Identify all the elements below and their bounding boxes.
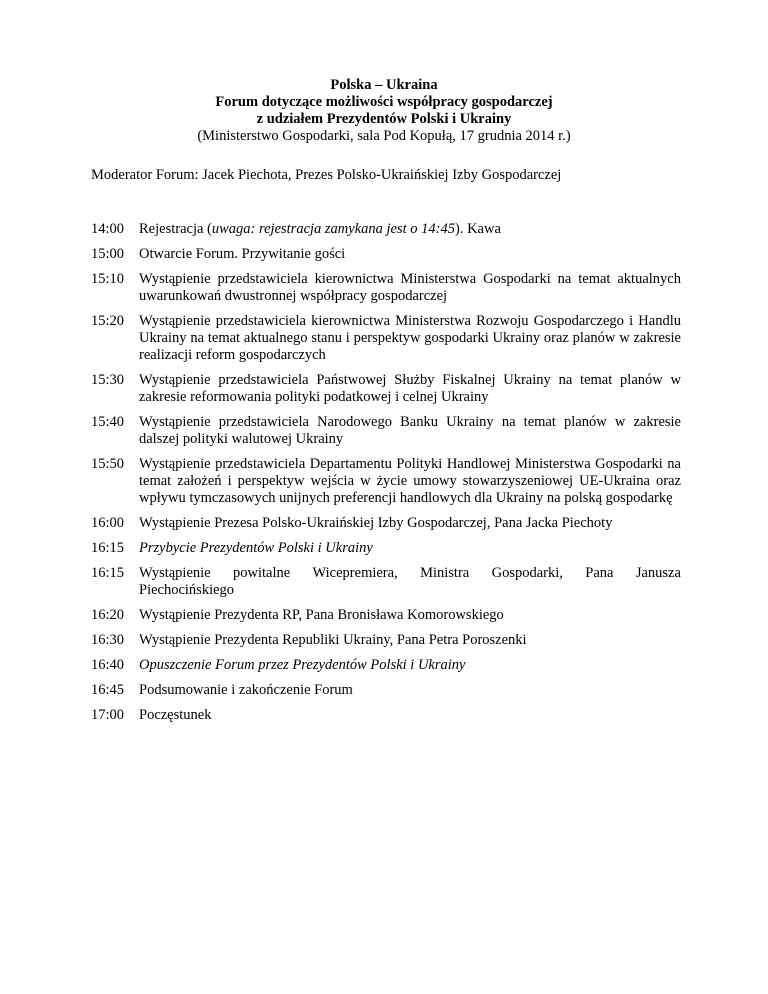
agenda-description: Podsumowanie i zakończenie Forum (139, 682, 353, 698)
agenda-item (91, 313, 681, 364)
document-header (0, 77, 768, 145)
agenda-time: 15:10 (91, 271, 125, 287)
agenda-description: Rejestracja (uwaga: rejestracja zamykana jest o 14:45). Kawa (139, 221, 501, 237)
agenda-item (91, 540, 681, 557)
agenda-item (91, 565, 681, 599)
agenda-description: Wystąpienie przedstawiciela Państwowej Służby Fiskalnej Ukrainy na temat planów w zakresie reformowania polityki podatkowej i celnej Ukrainy (139, 372, 681, 405)
agenda-item (91, 221, 681, 238)
agenda-time: 15:30 (91, 372, 125, 388)
agenda-description-line: Wystąpienie powitalne Wicepremiera, Ministra Gospodarki, Pana Janusza (139, 565, 681, 581)
header-subtitle: Forum dotyczące możliwości współpracy gospodarczej (215, 94, 553, 110)
agenda-description: Wystąpienie przedstawiciela Departamentu Polityki Handlowej Ministerstwa Gospodarki na temat założeń i perspektyw wejścia w życie umowy stowarzyszeniowej UE-Ukraina oraz wpływu tymczasowych unijnych preferencji handlowych dla Ukrainy na polską gospodarkę (139, 456, 681, 506)
agenda-description: Wystąpienie przedstawiciela kierownictwa Ministerstwa Rozwoju Gospodarczego i Handlu Ukrainy na temat aktualnego stanu i perspektyw gospodarki Ukrainy oraz planów w zakresie realizacji reform gospodarczych (139, 313, 681, 363)
agenda-description: Wystąpienie przedstawiciela Narodowego Banku Ukrainy na temat planów w zakresie dalszej polityki walutowej Ukrainy (139, 414, 681, 447)
agenda-list (91, 221, 681, 732)
header-subtitle-2: z udziałem Prezydentów Polski i Ukrainy (256, 111, 512, 127)
header-title: Polska – Ukraina (330, 77, 438, 93)
agenda-item (91, 372, 681, 406)
agenda-note: uwaga: rejestracja zamykana jest o 14:45 (211, 221, 455, 237)
agenda-item (91, 414, 681, 448)
agenda-item (91, 707, 681, 724)
agenda-item (91, 515, 681, 532)
agenda-item (91, 607, 681, 624)
agenda-description: Wystąpienie Prezydenta RP, Pana Bronisława Komorowskiego (139, 607, 504, 623)
agenda-item (91, 271, 681, 305)
agenda-description: Otwarcie Forum. Przywitanie gości (139, 246, 346, 262)
agenda-description: Wystąpienie Prezesa Polsko-Ukraińskiej Izby Gospodarczej, Pana Jacka Piechoty (139, 515, 613, 531)
agenda-time: 14:00 (91, 221, 125, 237)
agenda-time: 16:00 (91, 515, 125, 531)
agenda-item (91, 632, 681, 649)
agenda-description: Poczęstunek (139, 707, 212, 723)
agenda-time: 15:20 (91, 313, 125, 329)
agenda-time: 16:40 (91, 657, 125, 673)
agenda-time: 15:40 (91, 414, 125, 430)
agenda-item (91, 682, 681, 699)
agenda-item (91, 246, 681, 263)
agenda-time: 16:30 (91, 632, 125, 648)
agenda-description: Przybycie Prezydentów Polski i Ukrainy (139, 540, 373, 556)
moderator-line: Moderator Forum: Jacek Piechota, Prezes Polsko-Ukraińskiej Izby Gospodarczej (91, 167, 562, 183)
agenda-description: Wystąpienie Prezydenta Republiki Ukrainy, Pana Petra Poroszenki (139, 632, 527, 648)
agenda-item (91, 657, 681, 674)
agenda-description: Wystąpienie przedstawiciela kierownictwa Ministerstwa Gospodarki na temat aktualnych uwarunkowań dwustronnej współpracy gospodarczej (139, 271, 681, 304)
agenda-time: 15:50 (91, 456, 125, 472)
agenda-description (139, 565, 681, 599)
agenda-description-line: Piechocińskiego (139, 582, 235, 598)
agenda-time: 16:45 (91, 682, 125, 698)
agenda-description: Opuszczenie Forum przez Prezydentów Polski i Ukrainy (139, 657, 466, 673)
agenda-time: 16:15 (91, 540, 125, 556)
agenda-item (91, 456, 681, 507)
agenda-time: 16:20 (91, 607, 125, 623)
agenda-time: 16:15 (91, 565, 125, 581)
agenda-time: 15:00 (91, 246, 125, 262)
header-venue-date: (Ministerstwo Gospodarki, sala Pod Kopułą, 17 grudnia 2014 r.) (197, 128, 571, 144)
agenda-time: 17:00 (91, 707, 125, 723)
